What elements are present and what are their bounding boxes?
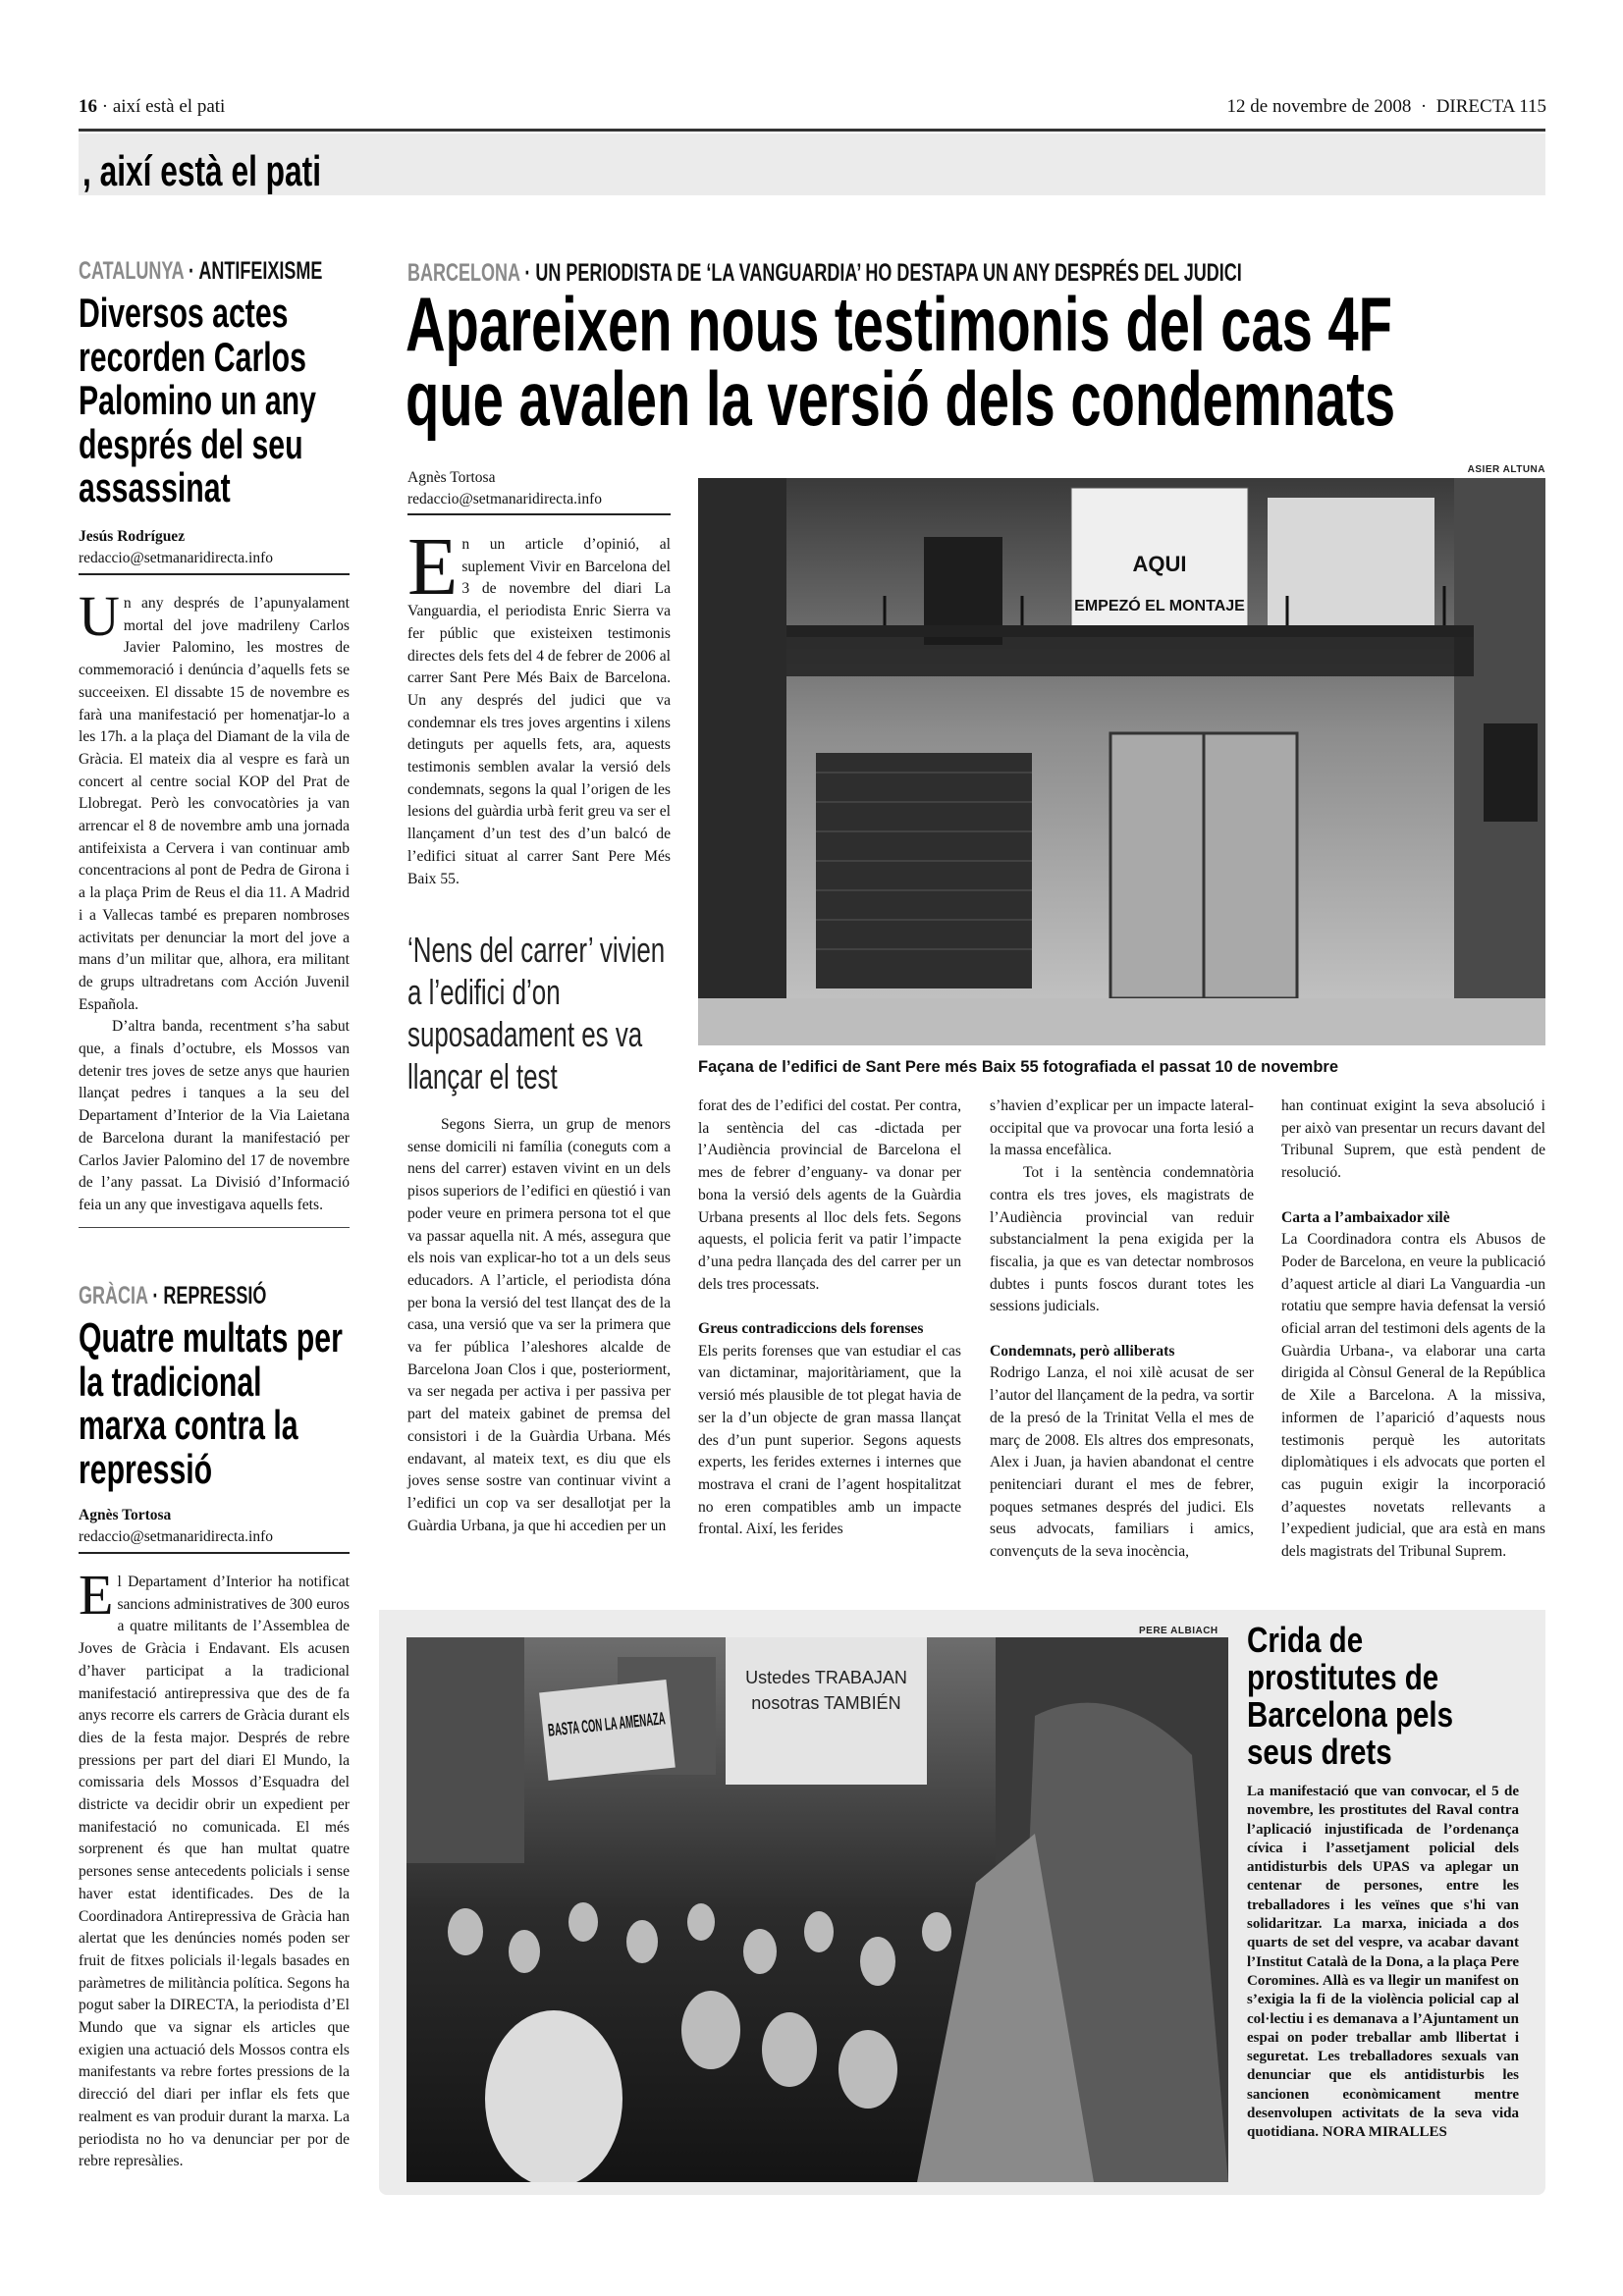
graffiti-montaje: EMPEZÓ EL MONTAJE [1074, 598, 1245, 614]
kicker: CATALUNYA · ANTIFEIXISME [79, 257, 323, 285]
main-col-3: s’havien d’explicar per un impacte lateral-occipital que va provocar una forta lesió a la massa encefàlica. Tot i la sentència condemnatòria contra els tres joves, els magistrats de l’Audiència provincial van reduir substancialment la pena exigida per la fiscalia, ja que es van detectar nombrosos dubtes i punts foscos durant totes les sessions judicials. Condemnats, però alliberats Rodrigo Lanza, el noi xilè acusat de ser l’autor del llançament de la pedra, va sortir de la presó de la Trinitat Vella el mes de març de 2008. Els altres dos empresonats, Alex i Juan, ja havien abandonat el centre penitenciari durant el mes de febrer, poques setmanes després del judici. Els seus advocats, familiars i amics, convençuts de la seva inocència, [990, 1097, 1254, 1561]
divider [79, 1227, 350, 1228]
subheading: Greus contradiccions dels forenses [698, 1320, 924, 1338]
author: Agnès Tortosa [79, 1507, 172, 1523]
author: Agnès Tortosa [407, 469, 496, 486]
subheading: Carta a l’ambaixador xilè [1281, 1208, 1450, 1226]
page-number: 16 [79, 96, 97, 117]
pull-quote: ‘Nens del carrer’ vivien a l’edifici d’on suposadament es va llançar el test [407, 930, 666, 1096]
sidebar-headline: Crida de prostitutes de Barcelona pels seus drets [1247, 1620, 1454, 1772]
article-body: Un any després de l’apunyalament mortal del jove madrileny Carlos Javier Palomino, les mostres de commemoració i denúncia d’aquells fets se succeeixen. El dissabte 15 de novembre es farà una manifestació per homenatjar-lo a les 17h. a la plaça del Diamant de la vila de Gràcia. El mateix dia al vespre es farà un concert al centre social KOP del Prat de Llobregat. Però les convocatòries ja van arrencar el 8 de novembre amb una jornada antifeixista a Cervera i van continuar amb concentracions al pont de Pedra de Girona i a la plaça Prim de Reus el dia 11. A Madrid i a Vallecas també es preparen nombroses activitats per denunciar la mort del jove a mans d’un militar que, alhora, era militant de grups ultradretans com Acción Juvenil Española. D’altra banda, recentment s’ha sabut que, a finals d’octubre, els Mossos van detenir tres joves de setze anys que haurien llançat pedres i tanques a la seu del Departament d’Interior de la Via Laietana de Barcelona durant la manifestació per Carlos Javier Palomino del 17 de novembre de l’any passat. La Divisió d’Informació feia un any que investigava aquells fets. [79, 593, 350, 1217]
protest-sign-1: BASTA CON LA AMENAZA [547, 1697, 772, 1740]
section-name: · així està el pati [97, 96, 226, 117]
header-rule [79, 129, 1545, 132]
main-byline [407, 467, 671, 515]
article-body: El Departament d’Interior ha notificat sancions administratives de 300 euros a quatre militants de l’Assemblea de Joves de Gràcia i Endavant. Els acusen d’haver participat a la tradicional manifestació antirepressiva que des de fa anys recorre els carrers de Gràcia durant els dies de la festa major. Després de rebre pressions per part del diari El Mundo, la comissaria dels Mossos d’Esquadra del districte va decidir obrir un expedient per manifestació no comunicada. El més sorprenent és que han multat quatre persones sense antecedents policials i sense haver estat identificades. Des de la Coordinadora Antirepressiva de Gràcia han alertat que les denúncies només poden ser fruit de fitxes policials il·legals basades en paràmetres de militància política. Segons ha pogut saber la DIRECTA, la periodista d’El Mundo que va signar els articles que exigien una actuació dels Mossos contra els manifestants va rebre fortes pressions de la direcció del diari per inflar els fets que realment es van produir durant la marxa. La periodista no ho va denunciar per por de rebre represàlies. [79, 1563, 350, 2170]
headline: Diversos actes recorden Carlos Palomino un any després del seu assassinat [79, 290, 316, 510]
photo-credit: ASIER ALTUNA [1467, 464, 1545, 475]
date-issue: 12 de novembre de 2008 · DIRECTA 115 [1226, 96, 1546, 117]
main-col-2: forat des de l’edifici del costat. Per contra, la sentència del cas -dictada per l’Audiència provincial de Barcelona el mes de febrer d’enguany- va donar per bona la versió dels agents de la Guàrdia Urbana presents al lloc dels fets. Segons aquests, el policia ferit va patir l’impacte d’una pedra llançada des del carrer per un dels tres processats. Greus contradiccions dels forenses Els perits forenses que van estudiar el cas van dictaminar, majoritàriament, que la versió més plausible de tot plegat havia de ser la d’un objecte de gran massa llançat des d’un punt superior. Segons aquests experts, les ferides externes i internes que mostrava el crani de l’agent hospitalitzat no eren compatibles amb un impacte frontal. Així, les ferides [698, 1097, 961, 1538]
banner-title: , així està el pati [82, 147, 321, 195]
email-link[interactable]: redaccio@setmanaridirecta.info [79, 550, 274, 566]
main-col-4: han continuat exigint la seva absolució i per això van presentar un recurs davant del Tribunal Suprem, que està pendent de resolució. Carta a l’ambaixador xilè La Coordinadora contra els Abusos de Poder de Barcelona, en veure la publicació d’aquest article al diari La Vanguardia -un rotatiu que sempre havia defensat la versió oficial arran del testimoni dels agents de la Guàrdia Urbana-, va elaborar una carta dirigida al Cònsul General de la República de Xile a Barcelona. A la missiva, informen de l’aparició d’aquests nous testimonis perquè les autoritats diplomàtiques i els advocats que porten el cas puguin exigir la incorporació d’aquestes novetats rellevants a l’expedient judicial, que ara està en mans dels magistrats del Tribunal Suprem. [1281, 1097, 1545, 1561]
kicker: GRÀCIA · REPRESSIÓ [79, 1282, 267, 1309]
byline [79, 1505, 350, 1554]
article-palomino [79, 257, 350, 1228]
main-col-1-cont: Segons Sierra, un grup de menors sense domicili ni família (coneguts com a nens del carrer) estaven vivint en un dels pisos superiors de l’edifici en qüestió i van poder veure en primera persona tot el que va passar aquella nit. A més, assegura que els nois van explicar-ho tot a un dels seus educadors. A l’article, el periodista dóna per bona la versió del test llançat des de la casa, una versió que va ser la primera que va fer pública l’aleshores alcalde de Barcelona Joan Clos i que, posteriorment, va ser negada per activa i per passiva per part del mateix gabinet de premsa del consistori i de la Guàrdia Urbana. Més endavant, al mateix text, es diu que els joves sense sostre van continuar vivint a l’edifici un cop va ser desallotjat per la Guàrdia Urbana, ja que hi accedien per un [407, 1116, 671, 1534]
building-photo [698, 478, 1545, 1045]
section-banner [79, 133, 1545, 195]
author: Jesús Rodríguez [79, 528, 186, 545]
article-gracia [79, 1282, 350, 2173]
sidebar-body: La manifestació que van convocar, el 5 de novembre, les prostitutes del Raval contra l’aplicació injustificada de l’ordenança cívica i l’assetjament policial dels antidisturbis dels UPAS va aplegar un centenar de persones, entre les treballadores i les veïnes que s'hi van solidaritzar. La marxa, iniciada a dos quarts de set del vespre, va acabar davant l’Institut Català de la Dona, a la plaça Pere Coromines. Allà es va llegir un manifest on s’exigia la fi de la violència policial cap al col·lectiu i es demanava a l’Ajuntament un espai on poder treballar amb llibertat i seguretat. Les treballadores sexuals van denunciar que els antidisturbis les sancionen econòmicament mentre desenvolupen activitats de la seva vida quotidiana. NORA MIRALLES [1247, 1784, 1519, 2141]
drop-cap: E [407, 521, 459, 613]
headline: Quatre multats per la tradicional marxa contra la repressió [79, 1314, 343, 1492]
drop-cap: E [79, 1563, 114, 1627]
sidebar-article [1247, 1622, 1519, 2143]
email-link[interactable]: redaccio@setmanaridirecta.info [407, 491, 603, 507]
photo-caption: Façana de l’edifici de Sant Pere més Baix 55 fotografiada el passat 10 de novembre [698, 1058, 1339, 1076]
email-link[interactable]: redaccio@setmanaridirecta.info [79, 1528, 274, 1545]
protest-sign-2: Ustedes TRABAJAN nosotras TAMBIÉN [726, 1637, 927, 1785]
photo-credit: PERE ALBIACH [1139, 1626, 1218, 1636]
subheading: Condemnats, però alliberats [990, 1342, 1175, 1360]
main-headline: Apareixen nous testimonis del cas 4F que avalen la versió dels condemnats [406, 281, 1396, 442]
drop-cap: U [79, 584, 120, 648]
protest-photo [406, 1637, 1228, 2182]
byline [79, 526, 350, 575]
paragraph: D’altra banda, recentment s’ha sabut que, a finals d’octubre, els Mossos van detenir tres joves de setze anys que haurien llançat pedres i tanques a la seu del Departament d’Interior de la Via Laietana de Barcelona durant la manifestació per Carlos Javier Palomino del 17 de novembre de l’any passat. La Divisió d’Informació feia un any que investigava aquells fets. [79, 1018, 350, 1213]
main-kicker: BARCELONA · UN PERIODISTA DE ‘LA VANGUARDIA’ HO DESTAPA UN ANY DESPRÉS DEL JUDICI [407, 259, 1242, 287]
main-col-1: En un article d’opinió, al suplement Vivir en Barcelona del 3 de novembre del diari La Vanguardia, el periodista Enric Sierra va fer públic que existeixen testimonis directes dels fets del 4 de febrer de 2006 al carrer Sant Pere Més Baix de Barcelona. Un any després del judici que va condemnar els tres joves argentins i xilens detinguts per aquells fets, ara, aquests testimonis semblen avalar la versió dels condemnats, segons la qual l’origen de les lesions del guàrdia urbà ferit greu va ser el llançament d’un test des d’un balcó de l’edifici situat al carrer Sant Pere Més Baix 55. [407, 521, 671, 887]
running-header-left [79, 96, 225, 118]
graffiti-aqui: AQUI [1132, 552, 1187, 576]
